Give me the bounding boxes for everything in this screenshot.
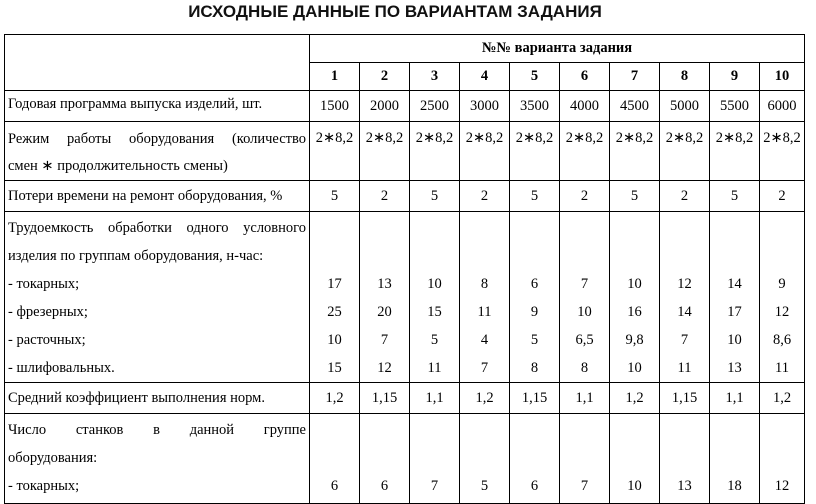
machines-group-label: - токарных; — [8, 478, 80, 494]
group-value: 10 — [627, 360, 642, 376]
group-value: 12 — [677, 276, 692, 292]
value-cell-group — [360, 212, 410, 383]
value-cell: 2∗8,2 — [710, 122, 760, 181]
labor-group-label: - токарных; — [8, 276, 80, 292]
group-value: 8 — [580, 360, 589, 376]
value-cell-group — [610, 212, 660, 383]
group-value: 13 — [727, 360, 742, 376]
value-cell-group — [310, 212, 360, 383]
spacer — [663, 416, 706, 444]
value-cell: 5 — [310, 181, 360, 212]
row-label-coef: Средний коэффициент выполнения норм. — [5, 383, 310, 414]
spacer — [663, 214, 706, 242]
value-cell: 1,1 — [710, 383, 760, 414]
spacer — [463, 214, 506, 242]
group-value: 6 — [530, 276, 539, 292]
group-value: 11 — [677, 360, 692, 376]
group-value: 15 — [427, 304, 442, 320]
row-label-mode — [5, 122, 310, 181]
spacer — [563, 444, 606, 472]
group-value: 7 — [480, 360, 489, 376]
value-cell: 1500 — [310, 91, 360, 122]
value-cell: 2 — [460, 181, 510, 212]
value-cell: 1,2 — [760, 383, 805, 414]
spacer — [763, 242, 801, 270]
value-cell: 1,2 — [310, 383, 360, 414]
spacer — [563, 214, 606, 242]
group-value: 7 — [680, 332, 689, 348]
value-cell: 1,1 — [560, 383, 610, 414]
spacer — [663, 242, 706, 270]
group-value: 17 — [727, 304, 742, 320]
spacer — [463, 242, 506, 270]
group-value: 11 — [775, 360, 789, 376]
group-value: 11 — [427, 360, 442, 376]
value-cell: 6000 — [760, 91, 805, 122]
spacer — [613, 214, 656, 242]
spacer — [513, 214, 556, 242]
value-cell: 5500 — [710, 91, 760, 122]
value-cell: 2500 — [410, 91, 460, 122]
variant-number-cell: 7 — [610, 63, 660, 91]
group-value: 10 — [627, 478, 642, 494]
row-label-mode-line2: смен ∗ продолжительность смены) — [8, 158, 228, 174]
spacer — [513, 416, 556, 444]
spacer — [413, 214, 456, 242]
group-value: 14 — [677, 304, 692, 320]
value-cell: 4500 — [610, 91, 660, 122]
variant-number-cell: 4 — [460, 63, 510, 91]
spacer — [313, 444, 356, 472]
spacer — [613, 444, 656, 472]
group-value: 17 — [327, 276, 342, 292]
labor-label-line1: Трудоемкость обработки одного условного — [8, 220, 306, 236]
variant-number-cell: 9 — [710, 63, 760, 91]
group-value: 12 — [774, 304, 790, 320]
value-cell: 2∗8,2 — [310, 122, 360, 181]
group-value: 10 — [327, 332, 342, 348]
variant-number-cell: 6 — [560, 63, 610, 91]
spacer — [713, 416, 756, 444]
value-cell-group — [610, 414, 660, 504]
group-value: 7 — [580, 276, 589, 292]
table-row-coef — [5, 383, 805, 414]
group-value: 9,8 — [625, 332, 644, 348]
value-cell: 2∗8,2 — [560, 122, 610, 181]
value-cell-group — [360, 414, 410, 504]
group-value: 7 — [580, 478, 589, 494]
value-cell: 1,2 — [460, 383, 510, 414]
spacer — [663, 444, 706, 472]
value-cell-group — [310, 414, 360, 504]
value-cell: 2∗8,2 — [510, 122, 560, 181]
spacer — [713, 214, 756, 242]
machines-label-line1: Число станков в данной группе — [8, 422, 306, 438]
variant-number-cell: 2 — [360, 63, 410, 91]
value-cell-group — [760, 414, 805, 504]
value-cell: 5000 — [660, 91, 710, 122]
group-value: 4 — [480, 332, 489, 348]
group-value: 8 — [480, 276, 489, 292]
group-value: 6,5 — [575, 332, 594, 348]
group-value: 25 — [327, 304, 342, 320]
value-cell: 5 — [510, 181, 560, 212]
group-value: 12 — [377, 360, 392, 376]
labor-label-line2: изделия по группам оборудования, н-час: — [8, 248, 264, 264]
value-cell-group — [510, 414, 560, 504]
spacer — [463, 444, 506, 472]
value-cell: 2 — [560, 181, 610, 212]
value-cell: 4000 — [560, 91, 610, 122]
group-value: 9 — [778, 276, 786, 292]
labor-group-label: - фрезерных; — [8, 304, 88, 320]
variant-number-cell: 1 — [310, 63, 360, 91]
value-cell: 5 — [610, 181, 660, 212]
value-cell: 2 — [360, 181, 410, 212]
labor-group-label: - расточных; — [8, 332, 86, 348]
variant-number-cell: 10 — [760, 63, 805, 91]
value-cell-group — [760, 212, 805, 383]
table-row-program — [5, 91, 805, 122]
variant-number-cell: 5 — [510, 63, 560, 91]
group-value: 13 — [377, 276, 392, 292]
group-value: 7 — [430, 478, 439, 494]
group-value: 13 — [677, 478, 692, 494]
variant-number-cell: 8 — [660, 63, 710, 91]
group-value: 6 — [530, 478, 539, 494]
value-cell-group — [560, 414, 610, 504]
value-cell: 2 — [660, 181, 710, 212]
group-value: 10 — [627, 276, 642, 292]
group-value: 15 — [327, 360, 342, 376]
group-value: 12 — [774, 478, 790, 494]
value-cell: 1,15 — [660, 383, 710, 414]
value-cell-group — [510, 212, 560, 383]
spacer — [413, 242, 456, 270]
value-cell: 5 — [410, 181, 460, 212]
value-cell: 2∗8,2 — [360, 122, 410, 181]
spacer — [363, 242, 406, 270]
value-cell: 1,15 — [510, 383, 560, 414]
table-row-mode — [5, 122, 805, 181]
value-cell-group — [660, 212, 710, 383]
group-value: 10 — [427, 276, 442, 292]
spacer — [613, 416, 656, 444]
spacer — [513, 242, 556, 270]
row-label-mode-line1: Режим работы оборудования (количество — [8, 131, 306, 147]
labor-group-label: - шлифовальных. — [8, 360, 115, 376]
value-cell-group — [460, 212, 510, 383]
value-cell: 5 — [710, 181, 760, 212]
group-value: 6 — [330, 478, 339, 494]
spacer — [763, 444, 801, 472]
value-cell: 2∗8,2 — [460, 122, 510, 181]
spacer — [413, 444, 456, 472]
table-header-group-row — [5, 35, 805, 63]
table-row-machines — [5, 414, 805, 504]
spacer — [313, 416, 356, 444]
value-cell-group — [710, 212, 760, 383]
spacer — [313, 214, 356, 242]
variants-table — [4, 34, 805, 504]
group-value: 11 — [477, 304, 492, 320]
row-label-program: Годовая программа выпуска изделий, шт. — [5, 91, 310, 122]
group-value: 18 — [727, 478, 742, 494]
spacer — [413, 416, 456, 444]
group-value: 16 — [627, 304, 642, 320]
spacer — [713, 444, 756, 472]
spacer — [763, 416, 801, 444]
group-value: 20 — [377, 304, 392, 320]
spacer — [363, 214, 406, 242]
spacer — [563, 416, 606, 444]
spacer — [313, 242, 356, 270]
row-label-losses: Потери времени на ремонт оборудования, % — [5, 181, 310, 212]
spacer — [363, 416, 406, 444]
spacer — [463, 416, 506, 444]
value-cell: 1,15 — [360, 383, 410, 414]
spacer — [713, 242, 756, 270]
value-cell: 1,2 — [610, 383, 660, 414]
group-value: 10 — [577, 304, 592, 320]
spacer — [513, 444, 556, 472]
value-cell: 2∗8,2 — [610, 122, 660, 181]
value-cell-group — [460, 414, 510, 504]
value-cell-group — [710, 414, 760, 504]
value-cell-group — [660, 414, 710, 504]
value-cell: 1,1 — [410, 383, 460, 414]
value-cell: 2 — [760, 181, 805, 212]
value-cell: 2000 — [360, 91, 410, 122]
row-label-labor — [5, 212, 310, 383]
page-title: ИСХОДНЫЕ ДАННЫЕ ПО ВАРИАНТАМ ЗАДАНИЯ — [188, 2, 602, 21]
group-value: 14 — [727, 276, 742, 292]
group-value: 10 — [727, 332, 742, 348]
group-value: 8 — [530, 360, 539, 376]
group-value: 7 — [380, 332, 389, 348]
machines-label-line2: оборудования: — [8, 450, 98, 466]
group-value: 5 — [530, 332, 539, 348]
value-cell: 2∗8,2 — [660, 122, 710, 181]
value-cell: 2∗8,2 — [760, 122, 805, 181]
table-row-labor — [5, 212, 805, 383]
value-cell: 2∗8,2 — [410, 122, 460, 181]
header-empty-cell — [5, 35, 310, 91]
spacer — [563, 242, 606, 270]
spacer — [763, 214, 801, 242]
row-label-machines — [5, 414, 310, 504]
table-row-losses — [5, 181, 805, 212]
group-value: 6 — [380, 478, 389, 494]
group-value: 5 — [430, 332, 439, 348]
value-cell: 3500 — [510, 91, 560, 122]
spacer — [363, 444, 406, 472]
group-value: 8,6 — [772, 332, 792, 348]
value-cell-group — [410, 212, 460, 383]
value-cell: 3000 — [460, 91, 510, 122]
variant-number-cell: 3 — [410, 63, 460, 91]
value-cell-group — [560, 212, 610, 383]
group-value: 5 — [480, 478, 489, 494]
spacer — [613, 242, 656, 270]
variants-group-header: №№ варианта задания — [310, 35, 805, 63]
group-value: 9 — [530, 304, 539, 320]
value-cell-group — [410, 414, 460, 504]
